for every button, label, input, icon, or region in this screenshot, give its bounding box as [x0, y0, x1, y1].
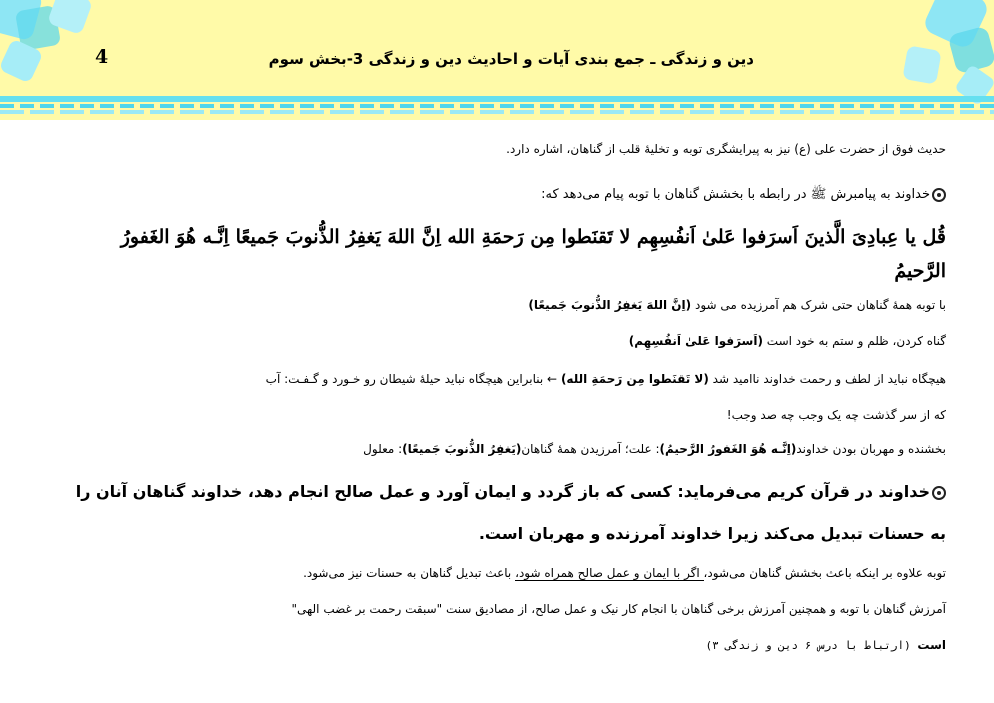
- intro-line: حدیث فوق از حضرت علی (ع) نیز به پیرایشگری توبه و تخلیهٔ قلب از گناهان، اشاره دارد.: [506, 142, 946, 156]
- point-text: : علت؛ آمرزیدن همهٔ گناهان: [521, 442, 660, 456]
- page-number: 4: [95, 46, 109, 68]
- bullet-icon: [932, 188, 946, 202]
- decor-square: [902, 45, 941, 84]
- point-hope-cont: که از سر گذشت چه یک وجب چه صد وجب!: [726, 408, 946, 422]
- verse-line-1: قُل یا عِبادِیَ الَّذینَ اَسرَفوا عَلیٰ اَنفُسِهِم لا تَقنَطوا مِن رَحمَةِ الله اِنَّ اللهَ یَغفِرُ الذُّنوبَ جَمیعًا اِنَّـه هُوَ الغَفورُ: [120, 226, 946, 248]
- point-repentance: [48, 566, 946, 580]
- bullet-text: خداوند در قرآن کریم می‌فرماید: کسی که باز گردد و ایمان آورد و عمل صالح انجام دهد، خداوند گناهان آنان را: [75, 482, 930, 501]
- bullet-text: خداوند به پیامبرش ﷺ در رابطه با بخشش گناهان با توبه پیام می‌دهد که:: [541, 187, 930, 202]
- page-title: دین و زندگی ـ جمع بندی آیات و احادیث دین و زندگی 3-بخش سوم: [268, 50, 754, 68]
- point-text: گناه کردن، ظلم و ستم به خود است: [766, 334, 946, 348]
- point-mercy-rule: آمرزش گناهان با توبه و همچنین آمرزش برخی گناهان با انجام کار نیک و عمل صالح، از مصادیق سنت "سبقت رحمت بر غضب الهی": [291, 602, 946, 616]
- verse-quote: (لا تَقنَطوا مِن رَحمَةِ الله): [560, 372, 709, 386]
- verse-quote: (اَسرَفوا عَلیٰ اَنفُسِهِم): [628, 334, 763, 348]
- point-cause-effect: [48, 442, 946, 456]
- bullet-line-prophet: [48, 186, 946, 205]
- bullet-line-quran: [48, 482, 946, 501]
- point-text: است: [917, 638, 946, 652]
- page-header: [0, 0, 994, 120]
- point-hope: [48, 372, 946, 386]
- bullet-line-quran-cont: به حسنات تبدیل می‌کند زیرا خداوند آمرزنده و مهربان است.: [478, 524, 946, 543]
- point-text: توبه علاوه بر اینکه باعث بخشش گناهان می‌شود،: [703, 566, 946, 580]
- verse-quote: (یَغفِرُ الذُّنوبَ جَمیعًا): [402, 442, 522, 456]
- point-text: هیچگاه نباید از لطف و رحمت خداوند ناامید شد: [712, 372, 946, 386]
- point-sin: [48, 334, 946, 348]
- verse-quote: (اِنَّ اللهَ یَغفِرُ الذُّنوبَ جَمیعًا): [528, 298, 692, 312]
- verse-quote: (اِنَّـه هُوَ الغَفورُ الرَّحیمُ): [659, 442, 797, 456]
- point-text: بخشنده و مهربان بودن خداوند: [796, 442, 946, 456]
- point-reference: [48, 638, 946, 652]
- underlined-text: اگر با ایمان و عمل صالح همراه شود،: [515, 566, 704, 580]
- point-text: باعث تبدیل گناهان به حسنات نیز می‌شود.: [303, 566, 516, 580]
- point-text: : معلول: [363, 442, 403, 456]
- point-text: با توبه همهٔ گناهان حتی شرک هم آمرزیده می شود: [694, 298, 946, 312]
- verse-line-2: الرَّحیمُ: [894, 260, 946, 282]
- point-text: ← بنابراین هیچگاه نباید حیلهٔ شیطان رو خـورد و گـفـت: آب: [265, 372, 558, 386]
- decor-band: [0, 96, 994, 118]
- bullet-icon: [932, 486, 946, 500]
- lesson-reference: (ارتباط با درس ۶ دین و زندگی ۳): [705, 639, 918, 652]
- point-forgiveness: [48, 298, 946, 312]
